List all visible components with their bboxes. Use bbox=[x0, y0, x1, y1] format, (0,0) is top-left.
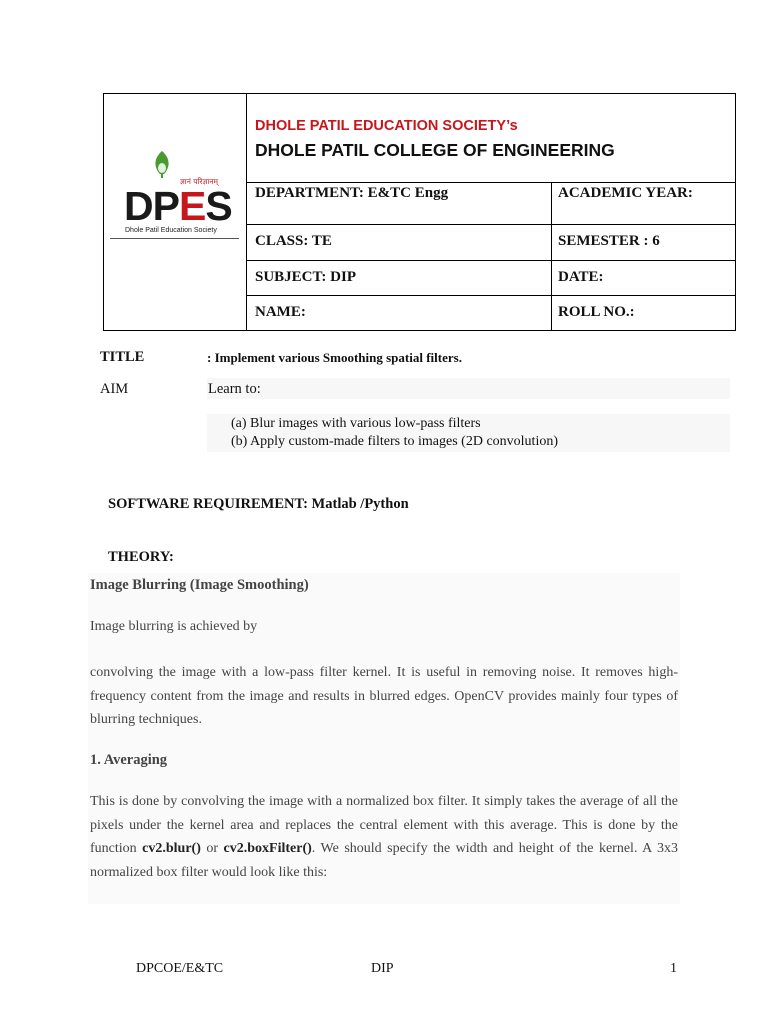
software-requirement: SOFTWARE REQUIREMENT: Matlab /Python bbox=[108, 496, 409, 512]
society-name: DHOLE PATIL EDUCATION SOCIETY’s bbox=[255, 118, 518, 134]
leaf-icon bbox=[149, 149, 175, 179]
aim-label: AIM bbox=[100, 381, 129, 397]
class-cell: CLASS: TE bbox=[255, 233, 332, 249]
paragraph-text: or bbox=[200, 841, 224, 857]
name-cell: NAME: bbox=[255, 304, 306, 320]
academic-year-cell: ACADEMIC YEAR: bbox=[558, 185, 693, 201]
logo-subtitle: Dhole Patil Education Society bbox=[125, 227, 217, 234]
averaging-heading: 1. Averaging bbox=[90, 752, 168, 768]
footer-center: DIP bbox=[371, 961, 394, 976]
table-rule bbox=[247, 295, 735, 296]
table-rule bbox=[247, 182, 735, 183]
title-value: : Implement various Smoothing spatial filters. bbox=[207, 350, 462, 365]
aim-intro: Learn to: bbox=[208, 381, 261, 397]
semester-cell: SEMESTER : 6 bbox=[558, 233, 660, 249]
function-name: cv2.boxFilter() bbox=[223, 841, 312, 857]
footer-left: DPCOE/E&TC bbox=[136, 961, 224, 976]
date-cell: DATE: bbox=[558, 269, 604, 285]
table-divider bbox=[551, 182, 552, 330]
title-label: TITLE bbox=[100, 349, 145, 365]
header-table bbox=[103, 93, 736, 331]
table-rule bbox=[247, 224, 735, 225]
paragraph-text: . We should specify the width and height of the kernel. A 3x3 normalized box filter would look like this: bbox=[90, 841, 678, 880]
paragraph-text: This is done by convolving the image with a normalized box filter. It simply takes the average of all the pixels under the kernel area and replaces the central element with this average. This is done by the function bbox=[90, 794, 678, 857]
aim-item: (a) Blur images with various low-pass filters bbox=[231, 416, 481, 431]
subject-cell: SUBJECT: DIP bbox=[255, 269, 356, 285]
paragraph: Image blurring is achieved by bbox=[90, 619, 258, 634]
function-name: cv2.blur() bbox=[142, 841, 201, 857]
logo-tagline: ज्ञानं परिज्ञानम् bbox=[180, 177, 218, 186]
logo-text: DPES bbox=[124, 183, 232, 229]
roll-no-cell: ROLL NO.: bbox=[558, 304, 635, 320]
page-number: 1 bbox=[670, 961, 677, 976]
college-name: DHOLE PATIL COLLEGE OF ENGINEERING bbox=[255, 140, 615, 160]
paragraph-averaging bbox=[90, 790, 678, 884]
logo-cell bbox=[104, 94, 247, 330]
paragraph: convolving the image with a low-pass filter kernel. It is useful in removing noise. It removes high-frequency content from the image and results in blurred edges. OpenCV provides mainly four types of blurring techniques. bbox=[90, 665, 678, 728]
logo-divider bbox=[110, 238, 239, 239]
theory-heading: THEORY: bbox=[108, 549, 174, 565]
department-cell: DEPARTMENT: E&TC Engg bbox=[255, 185, 449, 201]
section-title: Image Blurring (Image Smoothing) bbox=[90, 577, 309, 593]
aim-item: (b) Apply custom-made filters to images (2D convolution) bbox=[231, 434, 558, 449]
aim-shade bbox=[207, 378, 730, 399]
table-rule bbox=[247, 260, 735, 261]
